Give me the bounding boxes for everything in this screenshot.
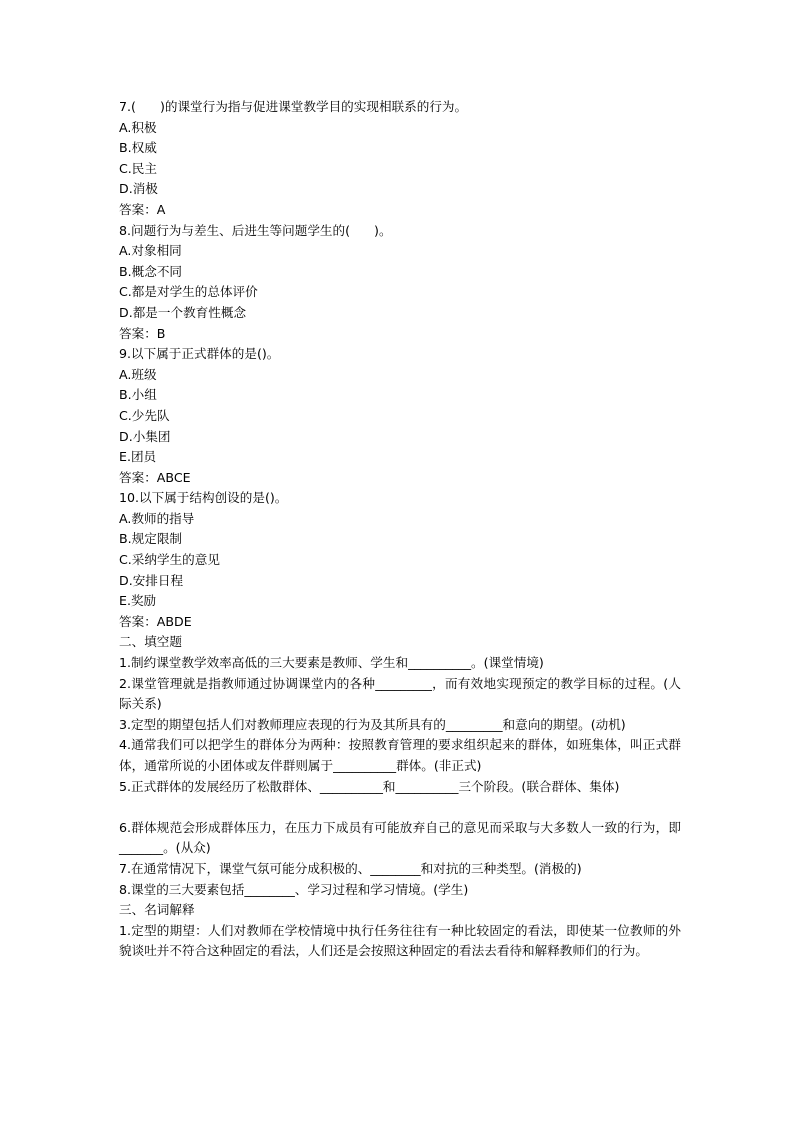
option: C.采纳学生的意见 bbox=[119, 552, 220, 568]
answer: 答案：B bbox=[119, 325, 166, 341]
question-stem: 10.以下属于结构创设的是()。 bbox=[119, 490, 288, 506]
option: B.小组 bbox=[119, 387, 157, 403]
document-page bbox=[119, 97, 681, 962]
fill-item: 2.课堂管理就是指教师通过协调课堂内的各种_________，而有效地实现预定的教学目标的过程。(人际关系) bbox=[119, 675, 681, 712]
option: E.团员 bbox=[119, 449, 157, 465]
option: D.消极 bbox=[119, 181, 158, 197]
option: A.积极 bbox=[119, 119, 157, 135]
fill-item: 8.课堂的三大要素包括________、学习过程和学习情境。(学生) bbox=[119, 881, 469, 897]
answer: 答案：ABCE bbox=[119, 469, 191, 485]
option: A.对象相同 bbox=[119, 243, 182, 259]
question-stem: 7.( )的课堂行为指与促进课堂教学目的实现相联系的行为。 bbox=[119, 99, 468, 114]
option: C.民主 bbox=[119, 160, 157, 176]
section-heading-fill: 二、填空题 bbox=[119, 634, 182, 650]
question-stem: 9.以下属于正式群体的是()。 bbox=[119, 346, 280, 362]
fill-item: 6.群体规范会形成群体压力，在压力下成员有可能放弃自己的意见而采取与大多数人一致的行为，即_______。(从众) bbox=[119, 819, 681, 856]
fill-item: 7.在通常情况下，课堂气氛可能分成积极的、________和对抗的三种类型。(消极的) bbox=[119, 860, 582, 876]
answer: 答案：ABDE bbox=[119, 613, 192, 629]
term-item: 1.定型的期望：人们对教师在学校情境中执行任务往往有一种比较固定的看法，即使某一位教师的外貌谈吐并不符合这种固定的看法，人们还是会按照这种固定的看法去看待和解释教师们的行为。 bbox=[119, 922, 681, 959]
option: D.小集团 bbox=[119, 428, 171, 444]
option: C.少先队 bbox=[119, 407, 170, 423]
option: B.规定限制 bbox=[119, 531, 183, 547]
fill-item: 1.制约课堂教学效率高低的三大要素是教师、学生和__________。(课堂情境) bbox=[119, 655, 544, 671]
fill-item: 3.定型的期望包括人们对教师理应表现的行为及其所具有的_________和意向的期望。(动机) bbox=[119, 716, 626, 732]
fill-item: 4.通常我们可以把学生的群体分为两种：按照教育管理的要求组织起来的群体，如班集体，叫正式群体，通常所说的小团体或友伴群则属于__________群体。(非正式) bbox=[119, 737, 681, 773]
option: A.教师的指导 bbox=[119, 510, 195, 526]
question-stem: 8.问题行为与差生、后进生等问题学生的( )。 bbox=[119, 222, 392, 238]
section-heading-terms: 三、名词解释 bbox=[119, 902, 195, 918]
option: D.安排日程 bbox=[119, 572, 184, 588]
option: E.奖励 bbox=[119, 593, 157, 609]
option: A.班级 bbox=[119, 366, 157, 382]
option: D.都是一个教育性概念 bbox=[119, 304, 247, 320]
option: B.概念不同 bbox=[119, 263, 183, 279]
option: B.权威 bbox=[119, 140, 157, 156]
answer: 答案：A bbox=[119, 201, 166, 217]
fill-item: 5.正式群体的发展经历了松散群体、__________和__________三个阶段。(联合群体、集体) bbox=[119, 778, 620, 794]
option: C.都是对学生的总体评价 bbox=[119, 284, 258, 300]
